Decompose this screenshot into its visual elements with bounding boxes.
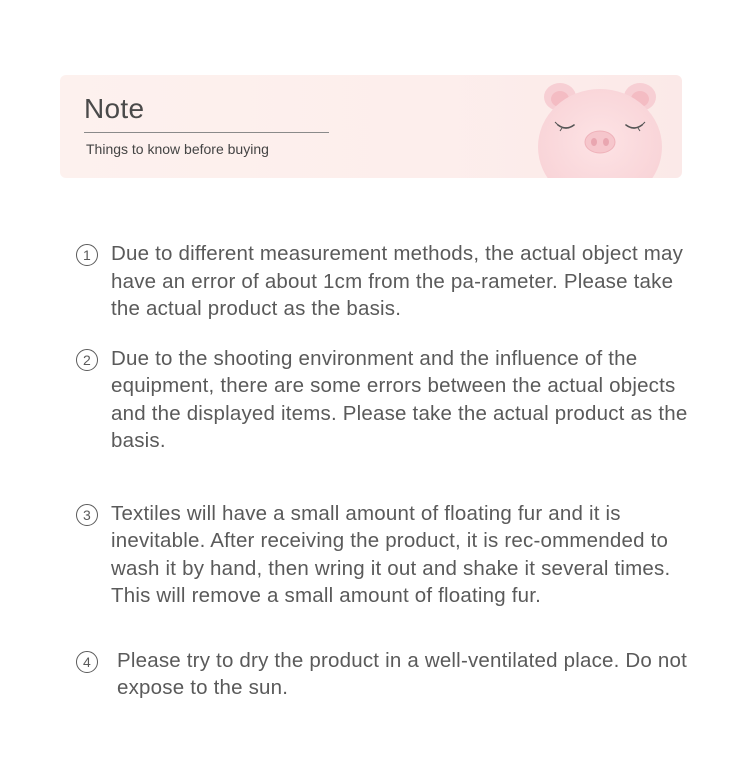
note-text: Due to different measurement methods, the actual object may have an error of about 1cm from the pa-rameter. Please take the actual product as the basis. <box>111 242 684 320</box>
notes-list <box>76 240 696 702</box>
list-item <box>76 345 696 455</box>
list-item <box>76 500 696 610</box>
banner-divider <box>84 132 329 133</box>
note-banner <box>60 75 682 178</box>
list-item <box>76 240 696 323</box>
note-number-badge: 1 <box>76 244 98 266</box>
note-text: Please try to dry the product in a well-ventilated place. Do not expose to the sun. <box>117 648 688 699</box>
note-number-badge: 2 <box>76 349 98 371</box>
banner-subtitle: Things to know before buying <box>86 141 269 157</box>
note-number-badge: 3 <box>76 504 98 526</box>
note-text: Due to the shooting environment and the influence of the equipment, there are some errors between the actual objects and the displayed items. Please take the actual product as the basis. <box>111 346 688 452</box>
banner-title: Note <box>84 93 145 124</box>
note-text: Textiles will have a small amount of floating fur and it is inevitable. After receiving the product, it is rec-ommended to wash it by hand, then wring it out and shake it several times. This will remove a small amount of floating fur. <box>111 501 671 607</box>
pig-hood-icon <box>532 75 662 178</box>
note-number-badge: 4 <box>76 651 98 673</box>
list-item <box>76 647 696 702</box>
